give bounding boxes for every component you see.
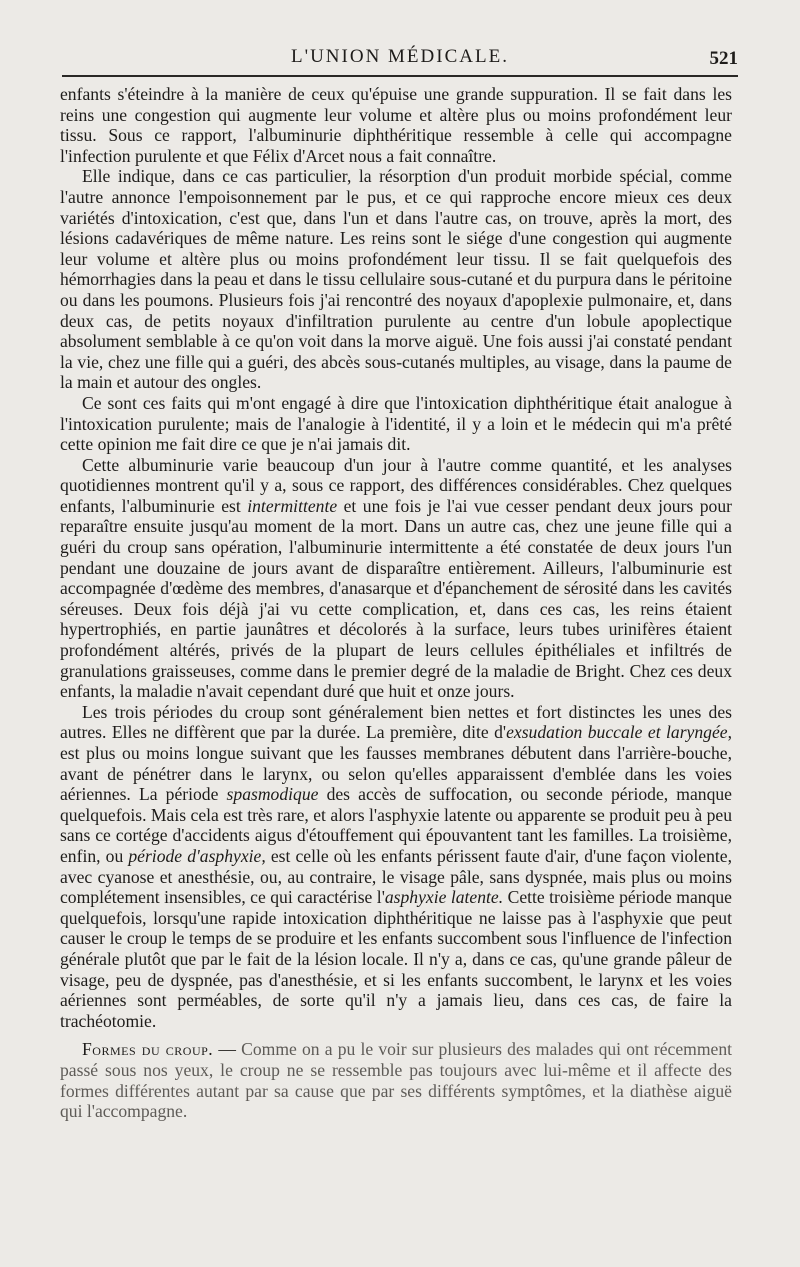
running-header [0,44,800,72]
running-title: L'UNION MÉDICALE. [291,46,509,67]
text-run: et une fois je l'ai vue cesser pendant deux jours pour reparaître ensuite jusqu'au moment de la mort. Dans un autre cas, chez une jeune fille qui a guéri du croup sans opération, l'albuminurie intermittente a été constatée de deux jours l'un pendant une douzaine de jours avant de disparaître entièrement. Ailleurs, l'albuminurie est accompagnée d'œdème des membres, d'anasarque et d'épanchement de sérosité dans les cavités séreuses. Deux fois déjà j'ai vu cette complication, et, dans ces cas, les reins étaient hypertrophiés, en partie jaunâtres et décolorés à la surface, leurs tubes urinifères étaient profondément altérés, privés de la plupart de leurs cellules épithéliales et infiltrés de granulations graisseuses, comme dans le premier degré de la maladie de Bright. Chez ces deux enfants, la maladie n'avait cependant duré que huit et onze jours. [60,495,733,702]
section-paragraph [60,1039,732,1121]
text-run: des accès de suffocation, ou seconde période, manque quelquefois. Mais cela est très rare, et alors l'asphyxie latente ou apparente se produit peu à peu sans ce cortége d'accidents aigus d'étouffement qui épouvantent tant les familles. La troisième, enfin, ou [60,784,732,866]
paragraph: enfants s'éteindre à la manière de ceux qu'épuise une grande suppuration. Il se fait dans les reins une congestion qui augmente leur volume et altère plus ou moins profondément leur tissu. Sous ce rapport, l'albuminurie diphthéritique ressemble à celle qui accompagne l'infection purulente et que Félix d'Arcet nous a fait connaître. [60,84,732,166]
text-run: Cette albuminurie varie beaucoup d'un jour à l'autre comme quantité, et les analyses quotidiennes montrent qu'il y a, sous ce rapport, des différences considérables. Chez quelques enfants, l'albuminurie est [60,454,732,516]
section-dash: — [213,1039,242,1060]
text-run: Comme on a pu le voir sur plusieurs des malades qui ont récemment passé sous nos yeux, le croup ne se ressemble pas toujours avec lui-même et il affecte des formes différentes autant par sa cause que par ses différents symptômes, et la diathèse aiguë qui l'accompagne. [60,1039,733,1122]
text-run: Les trois périodes du croup sont généralement bien nettes et fort distinctes les unes des autres. Elles ne diffèrent que par la durée. La première, dite d' [60,701,732,743]
section-heading: Formes du croup. [82,1039,214,1060]
header-rule [62,75,738,77]
page-number: 521 [709,48,738,69]
paragraph [60,455,732,702]
paragraph [60,702,732,1032]
text-run: Cette troisième période manque quelquefois, lorsqu'une rapide intoxication diphthéritique ne laisse pas à l'asphyxie que peut causer le croup le temps de se produire et les enfants succombent sous l'influence de l'infection générale plutôt que par le fait de la lésion locale. Il n'y a, dans ce cas, qu'une grande pâleur de visage, peu de dyspnée, pas d'anesthésie, et si les enfants succombent, le larynx et les voies aériennes sont perméables, de sorte qu'il n'y a jamais lieu, dans ces cas, de faire la trachéotomie. [60,887,732,1031]
emphasis: exsudation buccale et laryngée [506,722,728,743]
paragraph: Ce sont ces faits qui m'ont engagé à dire que l'intoxication diphthéritique était analogue à l'intoxication purulente; mais de l'analogie à l'identité, il y a loin et le médecin qui m'a prêté cette opinion me fait dire ce que je n'ai jamais dit. [60,392,732,455]
emphasis: période d'asphyxie, [128,845,266,866]
body-text [60,84,732,1122]
emphasis: spasmodique [226,784,319,805]
text-run: est celle où les enfants périssent faute d'air, d'une façon violente, avec cyanose et anesthésie, ou, au contraire, le visage pâle, sans dyspnée, mais plus ou moins complétement insensibles, ce qui caractérise l' [60,845,732,908]
paragraph: Elle indique, dans ce cas particulier, la résorption d'un produit morbide spécial, comme l'autre annonce l'empoisonnement par le pus, et ce qui rapproche encore mieux ces deux variétés d'intoxication, c'est que, dans l'un et dans l'autre cas, on trouve, après la mort, des lésions cadavériques de même nature. Les reins sont le siége d'une congestion qui augmente leur volume et altère plus ou moins profondément leur tissu. Il se fait quelquefois des hémorrhagies dans la peau et dans le tissu cellulaire sous-cutané et du purpura dans le péritoine ou dans les poumons. Plusieurs fois j'ai rencontré des noyaux d'apoplexie pulmonaire, et, dans deux cas, de petits noyaux d'infiltration purulente au centre d'un lobule apoplectique absolument semblable à ce qu'on voit dans la morve aiguë. Une fois aussi j'ai constaté pendant la vie, chez une fille qui a guéri, des abcès sous-cutanés multiples, au visage, dans la paume de la main et autour des ongles. [60,166,732,393]
text-run: , est plus ou moins longue suivant que les fausses membranes débutent dans l'arrière-bouche, avant de pénétrer dans le larynx, ou selon qu'elles apparaissent d'emblée dans les voies aériennes. La période [60,722,732,805]
emphasis: intermittente [247,495,338,516]
emphasis: asphyxie latente. [384,887,504,908]
